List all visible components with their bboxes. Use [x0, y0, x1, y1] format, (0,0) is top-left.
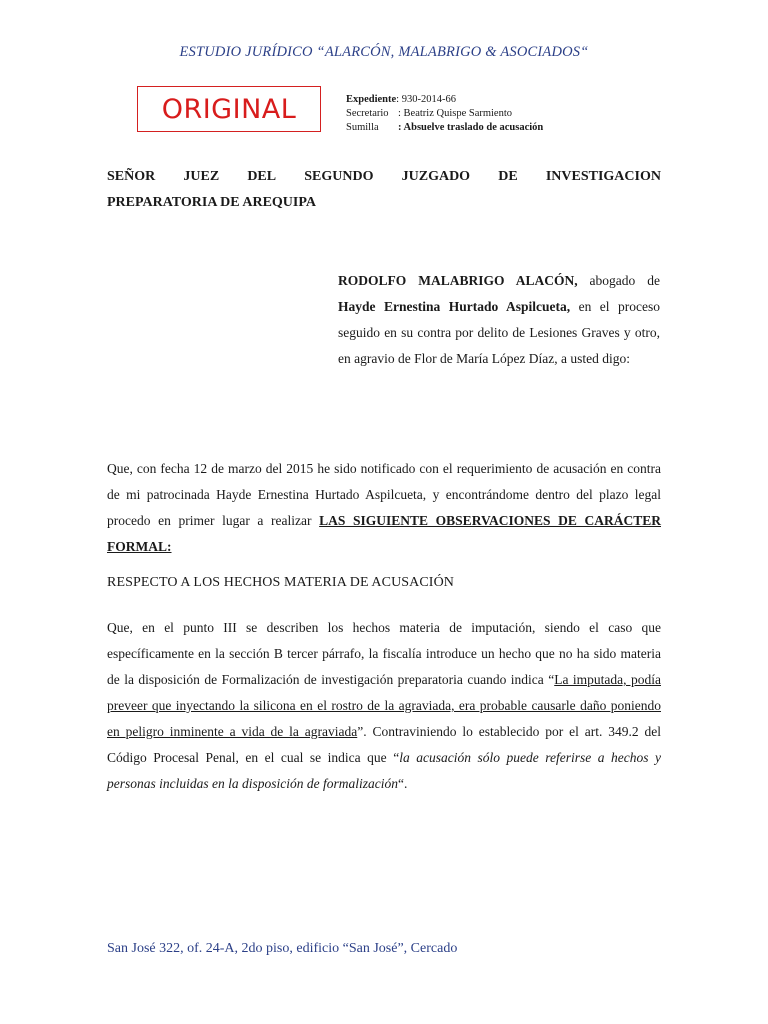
intro-text: en el proceso seguido en su contra por delito de Lesiones Graves y otro, en agravio de Flor de María López Díaz, a usted digo: [338, 299, 661, 366]
secretario-row [346, 107, 543, 121]
letterhead: ESTUDIO JURÍDICO “ALARCÓN, MALABRIGO & ASOCIADOS“ [179, 44, 589, 60]
expediente-value: : 930-2014-66 [396, 94, 456, 105]
addressee-word: INVESTIGACION [545, 169, 661, 184]
paragraph-text: ”. Contraviniendo lo establecido por el art. 349.2 del Código Procesal Penal, en el cual se indica que “ [107, 724, 662, 765]
addressee [107, 164, 661, 216]
quoted-law: la acusación sólo puede referirse a hechos y personas incluidas en la disposición de formalización [107, 750, 661, 791]
quoted-imputation: La imputada, podía preveer que inyectando la silicona en el rostro de la agraviada, era probable causarle daño poniendo en peligro inminente a vida de la agraviada [107, 672, 661, 739]
original-stamp [137, 86, 321, 132]
paragraph-notification [107, 456, 661, 560]
addressee-word: JUZGADO [401, 169, 471, 184]
secretario-value: : Beatriz Quispe Sarmiento [398, 108, 513, 119]
stamp-label: ORIGINAL [161, 93, 297, 125]
addressee-word: SEGUNDO [304, 169, 374, 184]
addressee-word: DE [498, 169, 518, 184]
paragraph-text: Que, con fecha 12 de marzo del 2015 he sido notificado con el requerimiento de acusación en contra de mi patrocinada Hayde Ernestina Hurtado Aspilcueta, y encontrándome dentro del plazo legal procedo en primer lugar a realizar [107, 461, 661, 528]
case-info [346, 93, 543, 135]
expediente-row [346, 93, 543, 107]
sumilla-value: : Absuelve traslado de acusación [398, 122, 544, 133]
addressee-word: JUEZ [183, 169, 220, 184]
sumilla-row [346, 121, 543, 135]
footer-address: San José 322, of. 24-A, 2do piso, edificio “San José”, Cercado [107, 941, 458, 956]
client-name: Hayde Ernestina Hurtado Aspilcueta, [338, 299, 571, 314]
observations-emphasis: LAS SIGUIENTE OBSERVACIONES DE CARÁCTER FORMAL: [107, 513, 661, 554]
paragraph-text: Que, en el punto III se describen los hechos materia de imputación, siendo el caso que específicamente en la sección B tercer párrafo, la fiscalía introduce un hecho que no ha sido materia de la disposición de Formalización de investigación preparatoria cuando indica “ [107, 620, 661, 687]
addressee-word: DEL [247, 169, 277, 184]
introduction [338, 268, 660, 372]
paragraph-facts [107, 615, 661, 797]
addressee-line-1 [107, 164, 661, 190]
lawyer-name: RODOLFO MALABRIGO ALACÓN, [338, 273, 578, 288]
addressee-word: SEÑOR [107, 169, 156, 184]
section-heading: RESPECTO A LOS HECHOS MATERIA DE ACUSACIÓN [107, 575, 454, 590]
paragraph-text: “. [398, 776, 408, 791]
sumilla-label: Sumilla [346, 122, 379, 133]
intro-text: abogado de [577, 273, 660, 288]
addressee-line-2: PREPARATORIA DE AREQUIPA [107, 195, 316, 210]
secretario-label: Secretario [346, 108, 389, 119]
expediente-label: Expediente [346, 94, 397, 105]
